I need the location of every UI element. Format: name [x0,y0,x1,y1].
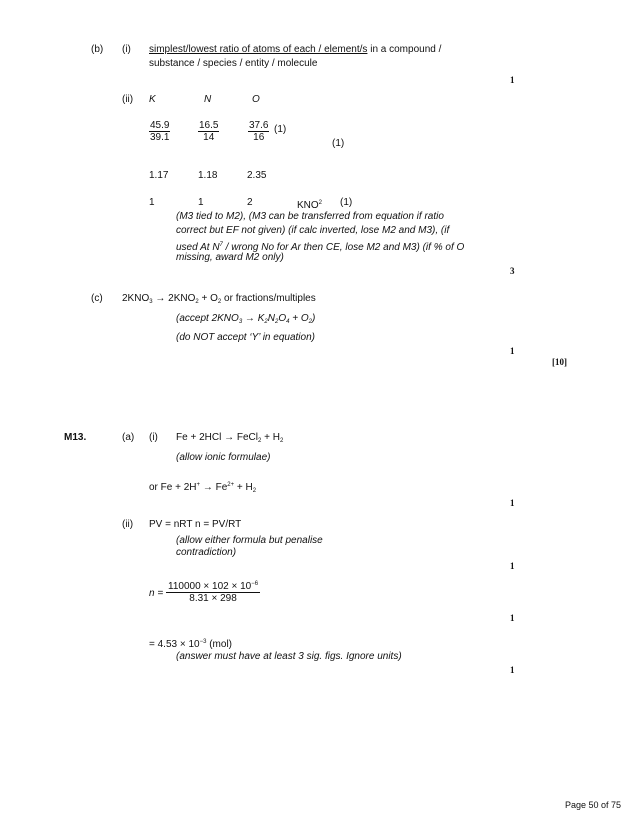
m13-alt-sub: 2 [252,488,257,494]
empirical-formula [297,197,322,212]
fraction-k-numerator: 45.9 [150,120,170,131]
header-o: O [252,94,260,105]
moles-fraction [166,579,260,604]
simple-ratio-k: 1 [149,197,155,208]
c-eq-part: 2KNO [122,293,150,304]
moles-numerator-exponent: −6 [251,581,259,587]
question-total: [10] [552,357,567,367]
m13-a-i-allow: (allow ionic formulae) [176,452,271,463]
c-eq-sub: 2 [217,299,222,305]
c-mark: 1 [510,346,515,356]
c-eq-sub: 3 [149,299,153,305]
moles-answer [149,636,232,651]
b-ii-mark-b: (1) [332,138,345,149]
m13-a-i-equation [176,432,283,447]
m13-eq-sub: 2 [279,438,284,444]
m13-alt-part: + H [234,482,253,493]
c-accept-sub: 4 [286,319,290,325]
c-accept-part: → K [242,313,265,324]
c-accept-sub: 3 [238,319,243,325]
m13-eq-part: + H [261,432,280,443]
b-ii-note-line3a: used At N [176,242,220,253]
ratio-o: 2.35 [247,170,267,181]
m13-a-ii-mark1: 1 [510,561,515,571]
b-ii-note-line2: correct but EF not given) (if calc inverted, lose M2 and M3), (if [176,225,450,236]
header-n: N [204,94,212,105]
m13-a-ii-mark2: 1 [510,613,515,623]
m13-alt-part: or Fe + 2H [149,482,197,493]
question-m13-label: M13. [64,432,87,443]
b-i-underlined-text: simplest/lowest ratio of atoms of each / element/s [149,44,368,55]
page-number: Page 50 of 75 [565,800,622,810]
fraction-n [198,120,219,143]
ratio-k: 1.17 [149,170,169,181]
fraction-o-denominator: 16 [248,131,269,143]
c-accept-sub: 2 [308,319,312,325]
moles-numerator-text: 110000 × 102 × 10 [168,581,252,592]
c-eq-part: → 2KNO [152,293,196,304]
c-accept-part: (accept 2KNO [176,313,239,324]
b-i-definition-line1 [149,44,441,56]
moles-numerator [166,579,260,592]
part-c-label: (c) [91,293,103,304]
part-b-label: (b) [91,44,104,55]
m13-alt-sup: 2+ [227,482,235,488]
ideal-gas-formula: PV = nRT n = PV/RT [149,519,242,530]
c-accept-part: + O [289,313,309,324]
m13-eq-sub: 2 [257,438,262,444]
c-accept-part: N [267,313,275,324]
b-ii-mark-a: (1) [274,124,287,135]
m13-a-i-label: (i) [149,432,158,443]
b-i-label: (i) [122,44,131,55]
header-k: K [149,94,156,105]
m13-part-a-label: (a) [122,432,135,443]
fraction-o-numerator: 37.6 [249,120,269,131]
fraction-n-denominator: 14 [198,131,219,143]
simple-ratio-o: 2 [247,197,253,208]
moles-answer-value: = 4.53 × 10 [149,639,200,650]
c-accept-part: O [278,313,287,324]
c-eq-sub: 2 [195,299,199,305]
n-equals-label: n = [149,588,164,599]
m13-a-i-alt-equation [149,479,256,497]
fraction-o [248,120,269,143]
m13-eq-part: Fe + 2HCl → FeCl [176,432,258,443]
moles-answer-exponent: −3 [199,639,207,645]
c-accept-sub: 2 [264,319,268,325]
c-equation [122,293,316,308]
empirical-formula-text: KNO [297,200,319,211]
ratio-n: 1.18 [198,170,218,181]
empirical-formula-subscript: 2 [318,200,323,206]
b-ii-note-line3b: / wrong No for Ar then CE, lose M2 and M3) (if % of O [222,242,465,253]
c-eq-part: or fractions/multiples [221,293,316,304]
simple-ratio-n: 1 [198,197,204,208]
fraction-k-denominator: 39.1 [150,132,170,143]
b-ii-note-line4: missing, award M2 only) [176,252,284,263]
m13-a-i-mark: 1 [510,498,515,508]
b-ii-note-line3-sup: 7 [219,242,223,248]
c-accept-equation [176,313,315,328]
m13-alt-part: → Fe [200,482,228,493]
b-i-line1-rest: in a compound / [367,44,442,55]
m13-a-ii-mark3: 1 [510,665,515,675]
b-i-definition-line2: substance / species / entity / molecule [149,58,318,69]
b-ii-mark: 3 [510,266,515,276]
c-accept-sub: 2 [274,319,279,325]
b-i-mark: 1 [510,75,515,85]
fraction-n-numerator: 16.5 [199,120,219,131]
c-eq-part: + O [198,293,218,304]
m13-a-ii-allow-line2: contradiction) [176,547,237,558]
c-accept-part: ) [311,313,316,324]
b-ii-note-line1: (M3 tied to M2), (M3 can be transferred from equation if ratio [176,211,444,222]
m13-alt-sup: + [196,482,201,488]
b-ii-label: (ii) [122,94,134,105]
m13-a-ii-answer-note: (answer must have at least 3 sig. figs. Ignore units) [176,651,402,662]
empirical-formula-mark: (1) [340,197,353,208]
c-not-accept: (do NOT accept ‘Y’ in equation) [176,332,315,343]
fraction-k [149,120,170,143]
moles-denominator: 8.31 × 298 [166,592,260,604]
m13-a-ii-allow-line1: (allow either formula but penalise [176,535,323,546]
moles-answer-unit: (mol) [206,639,233,650]
m13-a-ii-label: (ii) [122,519,134,530]
